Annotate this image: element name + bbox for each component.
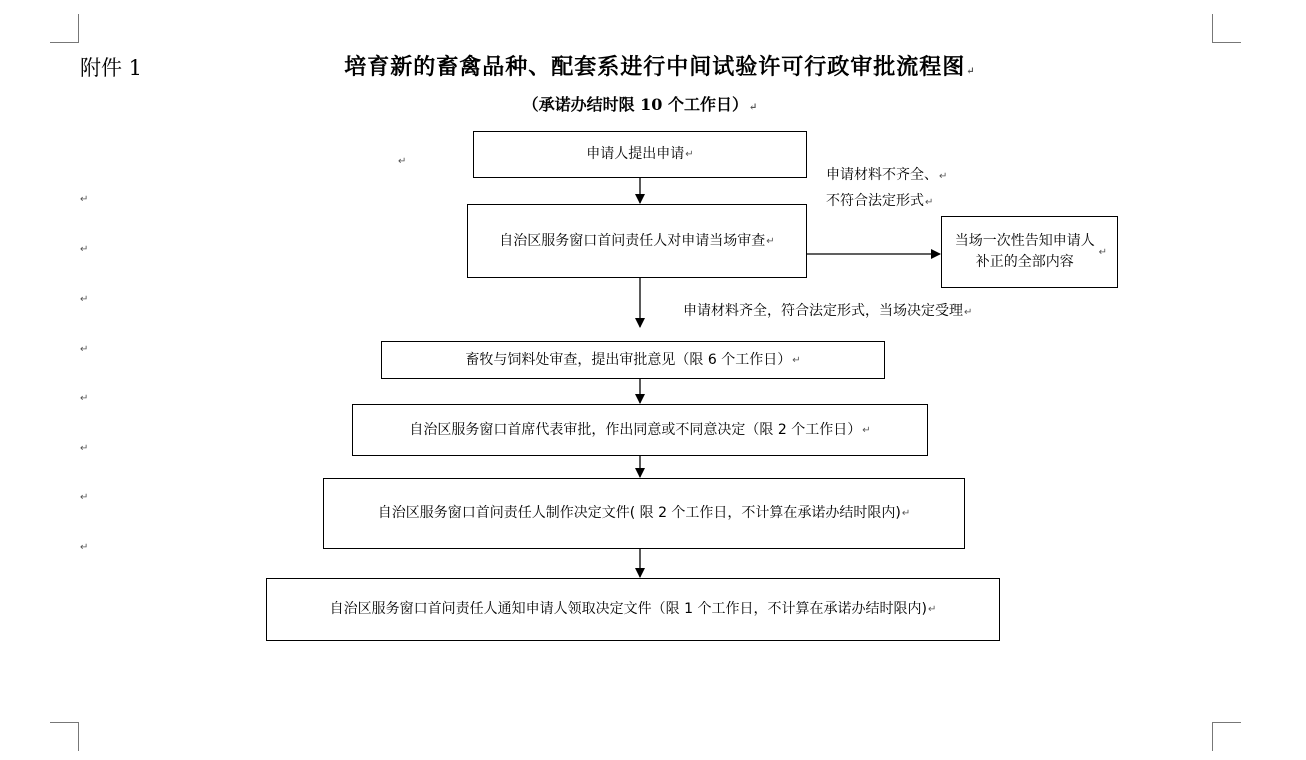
paragraph-mark: ↵ <box>862 424 871 436</box>
flow-step-department-review <box>381 341 885 379</box>
paragraph-mark: ↵ <box>80 393 89 404</box>
page-subtitle-text: （承诺办结时限 10 个工作日） <box>522 95 749 114</box>
flow-step-make-decision-document-text: 自治区服务窗口首问责任人制作决定文件( 限 2 个工作日，不计算在承诺办结时限内) <box>377 505 901 521</box>
paragraph-mark: ↵ <box>939 171 948 182</box>
flow-step-apply-text: 申请人提出申请 <box>586 146 685 162</box>
paragraph-mark: ↵ <box>80 443 89 454</box>
flow-step-notify-collection <box>266 578 1000 641</box>
paragraph-mark: ↵ <box>901 508 911 519</box>
side-branch-condition <box>826 163 947 215</box>
paragraph-mark: ↵ <box>80 244 89 255</box>
paragraph-mark: ↵ <box>964 307 973 318</box>
paragraph-mark: ↵ <box>80 344 89 355</box>
flow-step-apply <box>473 131 807 178</box>
paragraph-mark: ↵ <box>766 235 775 247</box>
flow-step-notify-collection-text: 自治区服务窗口首问责任人通知申请人领取决定文件（限 1 个工作日，不计算在承诺办结时限内) <box>329 601 927 617</box>
paragraph-mark: ↵ <box>792 354 801 366</box>
paragraph-mark: ↵ <box>1098 246 1107 258</box>
paragraph-mark: ↵ <box>966 66 976 77</box>
flow-step-chief-approval <box>352 404 928 456</box>
accept-branch-condition <box>683 299 972 325</box>
paragraph-mark: ↵ <box>749 102 758 113</box>
flow-step-make-decision-document <box>323 478 965 549</box>
paragraph-mark: ↵ <box>685 149 694 160</box>
paragraph-mark: ↵ <box>927 604 937 615</box>
side-condition-line1: 申请材料不齐全、 <box>826 167 938 183</box>
flow-step-chief-approval-text: 自治区服务窗口首席代表审批，作出同意或不同意决定（限 2 个工作日） <box>409 421 862 438</box>
accept-condition-text: 申请材料齐全，符合法定形式，当场决定受理 <box>683 303 963 319</box>
paragraph-mark: ↵ <box>80 492 89 503</box>
paragraph-mark: ↵ <box>80 194 89 205</box>
paragraph-mark: ↵ <box>398 156 407 167</box>
flow-step-onsite-review-text: 自治区服务窗口首问责任人对申请当场审查 <box>499 232 766 249</box>
paragraph-mark: ↵ <box>80 294 89 305</box>
flow-step-department-review-text: 畜牧与饲料处审查，提出审批意见（限 6 个工作日） <box>465 351 792 368</box>
side-condition-line2: 不符合法定形式 <box>826 193 924 209</box>
flow-side-notify-supplement <box>941 216 1118 288</box>
page-title-text: 培育新的畜禽品种、配套系进行中间试验许可行政审批流程图 <box>344 54 966 80</box>
flow-step-onsite-review <box>467 204 807 278</box>
paragraph-mark: ↵ <box>80 542 89 553</box>
paragraph-mark: ↵ <box>925 197 934 208</box>
flow-side-notify-supplement-text: 当场一次性告知申请人补正的全部内容 <box>954 233 1095 270</box>
attachment-label: 附件 1 <box>80 56 143 80</box>
